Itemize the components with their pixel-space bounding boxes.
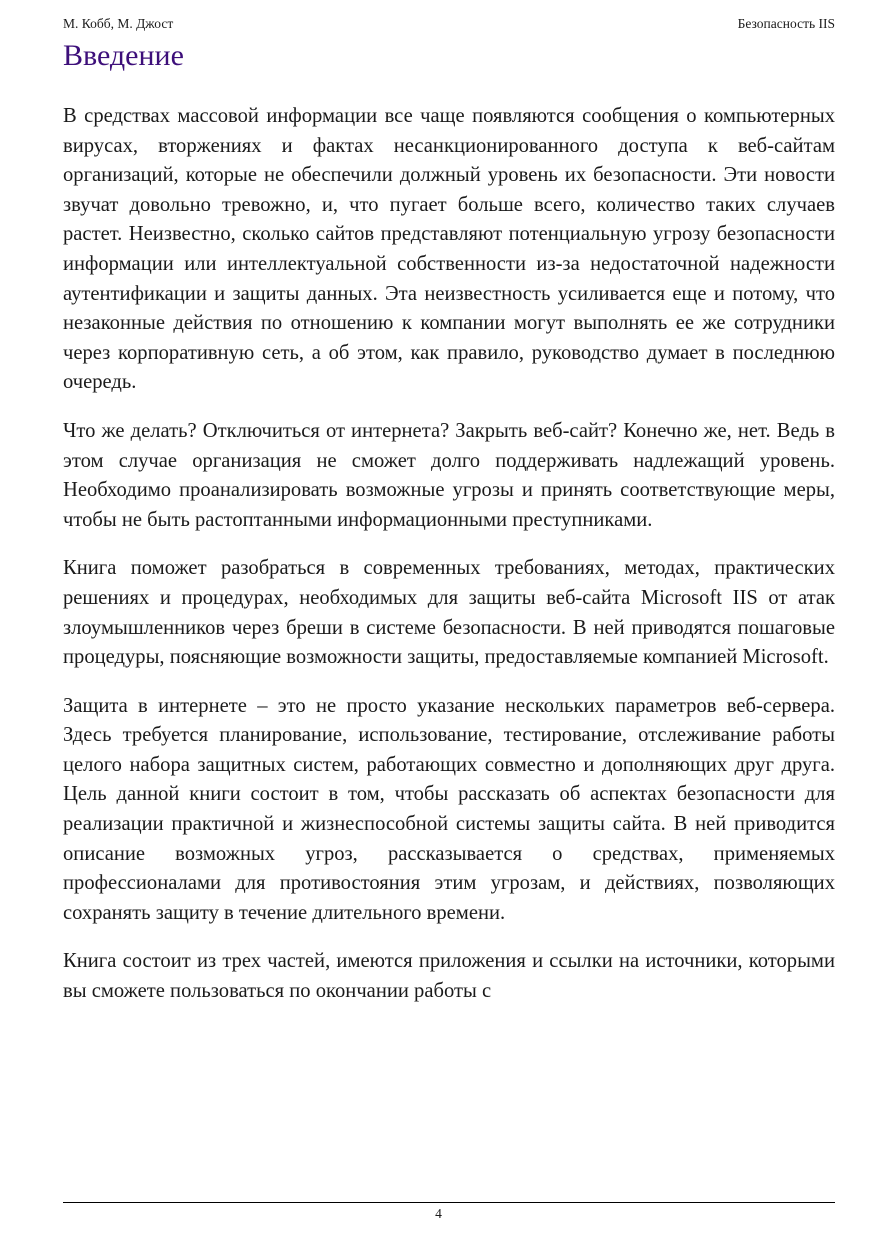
body-text	[63, 102, 835, 1180]
page-number: 4	[435, 1206, 442, 1221]
paragraph-5: Книга состоит из трех частей, имеются приложения и ссылки на источники, которыми вы сможете пользоваться по окончании работы с	[63, 950, 835, 1003]
header-book-title: Безопасность IIS	[737, 16, 835, 31]
header-authors: М. Кобб, М. Джост	[63, 16, 174, 31]
paragraph-2: Что же делать? Отключиться от интернета? Закрыть веб-сайт? Конечно же, нет. Ведь в этом случае организация не сможет долго поддерживать надлежащий уровень. Необходимо проанализировать возможные угрозы и принять соответствующие меры, чтобы не быть растоптанными информационными преступниками.	[63, 419, 835, 531]
chapter-title: Введение	[63, 39, 184, 72]
paragraph-3: Книга поможет разобраться в современных требованиях, методах, практических решениях и процедурах, необходимых для защиты веб-сайта Microsoft IIS от атак злоумышленников через бреши в системе безопасности. В ней приводятся пошаговые процедуры, поясняющие возможности защиты, предоставляемые компанией Microsoft.	[63, 557, 835, 669]
paragraph-1: В средствах массовой информации все чаще появляются сообщения о компьютерных вирусах, вторжениях и фактах несанкционированного доступа к веб-сайтам организаций, которые не обеспечили должный уровень их безопасности. Эти новости звучат довольно тревожно, и, что пугает больше всего, количество таких случаев растет. Неизвестно, сколько сайтов представляют потенциальную угрозу безопасности информации или интеллектуальной собственности из-за недостаточной надежности аутентификации и защиты данных. Эта неизвестность усиливается еще и потому, что незаконные действия по отношению к компании могут выполнять ее же сотрудники через корпоративную сеть, а об этом, как правило, руководство думает в последнюю очередь.	[63, 105, 835, 394]
footer-divider	[63, 1202, 835, 1203]
paragraph-4: Защита в интернете – это не просто указание нескольких параметров веб-сервера. Здесь требуется планирование, использование, тестирование, отслеживание работы целого набора защитных систем, работающих совместно и дополняющих друг друга. Цель данной книги состоит в том, чтобы рассказать об аспектах безопасности для реализации практичной и жизнеспособной системы защиты сайта. В ней приводится описание возможных угроз, рассказывается о средствах, применяемых профессионалами для противостояния этим угрозам, и действиях, позволяющих сохранять защиту в течение длительного времени.	[63, 694, 835, 924]
running-header	[63, 16, 835, 36]
